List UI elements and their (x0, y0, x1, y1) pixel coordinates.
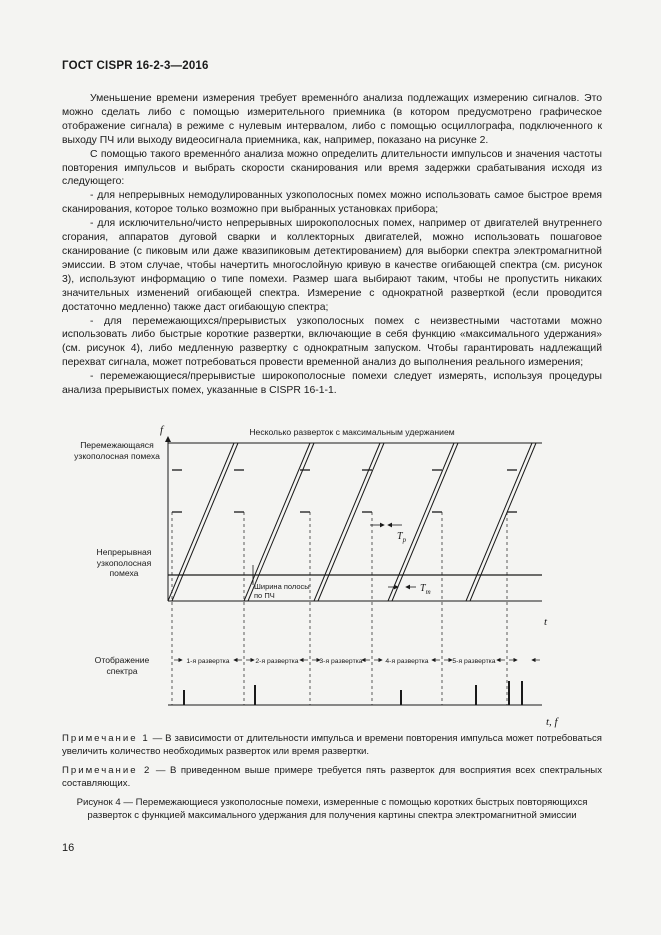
tm-label: $T_m$ (420, 583, 431, 596)
sweep-label: 3-я развертка (319, 658, 363, 665)
continuous-label: Непрерывная узкополосная помеха (96, 547, 152, 578)
sweep-label: 4-я развертка (385, 658, 429, 665)
sweep-label: 5-я развертка (452, 658, 496, 665)
paragraph: - для непрерывных немодулированных узкополосных помех можно использовать самое быстрое время сканирования, которое только возможно при выбранных установках прибора; (62, 190, 602, 216)
note-label: Примечание 1 (62, 733, 150, 744)
intermittent-label: Перемежающаяся узкополосная помеха (74, 440, 160, 461)
spectrum-label: Отображение спектра (94, 655, 150, 676)
body-text (62, 92, 602, 398)
note-2 (62, 765, 602, 790)
paragraph: Уменьшение времени измерения требует временно́го анализа подлежащих измерению сигналов. Это можно сделать либо с помощью измерительного приемника (в котором предусмотрено графическое отображение сигнала) в режиме с нулевым интервалом, либо с помощью осциллографа, подключенного к выходу ПЧ или выходу видеосигнала приемника, как, например, показано на рисунке 2. (62, 93, 602, 146)
top-label: Несколько разверток с максимальным удержанием (249, 427, 455, 437)
note-label: Примечание 2 (62, 765, 152, 776)
t-axis-label: t (544, 616, 548, 628)
page-number: 16 (62, 842, 75, 854)
paragraph: - для исключительно/чисто непрерывных широкополосных помех, например от двигателей внутреннего сгорания, аппаратов дуговой сварки и коллекторных двигателей, можно использовать пошаговое сканирование (с пиковым или даже квазипиковым детектированием) для выборки спектра электромагнитной эмиссии. В этом случае, чтобы начертить многослойную кривую в качестве огибающей спектра (см. рисунок 3), используют информацию о типе помехи. Размер шага выбирают таким, чтобы не пропустить никаких значительных изменений огибающей спектра. Измерение с однократной разверткой (если проводится достаточно медленно) также даст огибающую спектра; (62, 218, 602, 313)
paragraph: С помощью такого временно́го анализа можно определить длительности импульсов и значения частоты повторения импульсов и выбрать скорости сканирования или время задержки срабатывания исходя из следующего: (62, 148, 602, 188)
note-text: — В зависимости от длительности импульса и времени повторения импульса может потребоваться увеличить количество необходимых разверток или время развертки. (62, 733, 602, 757)
paragraph: - перемежающиеся/прерывистые широкополосные помехи следует измерять, используя процедуры анализа прерывистых помех, указанные в CISPR 16-1-1. (62, 371, 602, 397)
document-header: ГОСТ CISPR 16-2-3—2016 (62, 60, 209, 72)
spectrum-lines (184, 681, 522, 705)
sweep-label: 1-я развертка (186, 658, 230, 665)
note-1 (62, 733, 602, 758)
sweep-lines (168, 443, 536, 601)
sweep-label: 2-я развертка (255, 658, 299, 665)
paragraph: - для перемежающихся/прерывистых узкополосных помех с неизвестными частотами можно использовать либо быстрые короткие развертки, включающие в себя функцию «максимального удержания» (см. рисунок 4), либо медленную развертку с однократным запуском. Чтобы гарантировать надлежащий перехват сигнала, может потребоваться провести временной анализ до выполнения реального измерения; (62, 315, 602, 369)
tf-axis-label: t, f (546, 716, 558, 728)
note-text: — В приведенном выше примере требуется пять разверток для восприятия всех спектральных составляющих. (62, 765, 602, 789)
tp-label: $T_p$ (397, 531, 407, 544)
f-axis-label: f (160, 424, 164, 436)
figure-caption: Рисунок 4 — Перемежающиеся узкополосные помехи, измеренные с помощью коротких быстрых повторяющихся разверток с функцией максимального удержания для получения картины спектра электромагнитной эмиссии (76, 797, 588, 821)
figure-4 (62, 415, 602, 740)
if-bandwidth-label: Ширина полосы по ПЧ (254, 582, 310, 600)
